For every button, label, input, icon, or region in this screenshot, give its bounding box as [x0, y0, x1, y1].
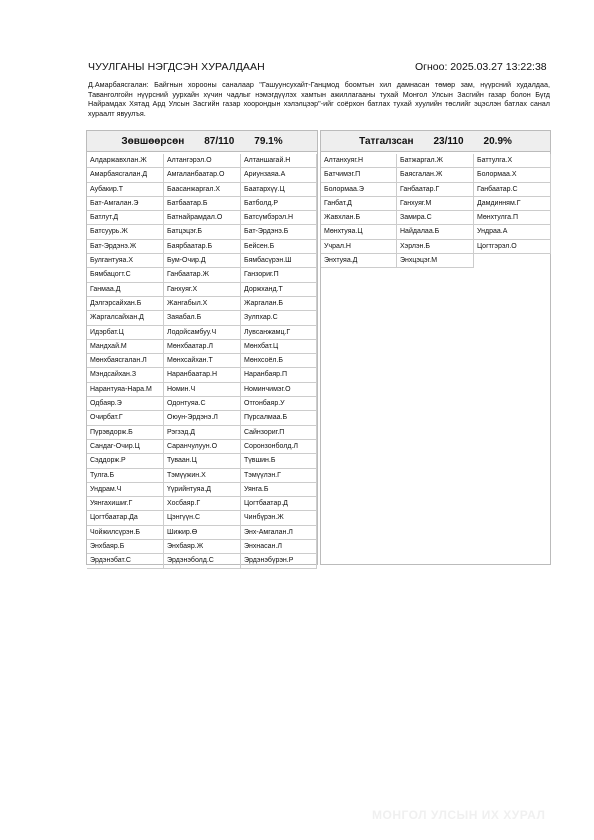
approved-member-name: Баасанжаргал.Х: [164, 183, 241, 197]
approved-label: Зөвшөөрсөн: [121, 135, 185, 147]
rejected-member-name: Мөнхтулга.П: [474, 211, 551, 225]
approved-member-name: Зулпхар.С: [241, 311, 317, 325]
rejected-member-name: Болормаа.Х: [474, 168, 551, 182]
approved-member-name: Лодойсамбуу.Ч: [164, 326, 241, 340]
approved-member-name: Оюун-Эрдэнэ.Л: [164, 411, 241, 425]
approved-member-name: Мэндсайхан.З: [87, 368, 164, 382]
rejected-percent: 20.9%: [483, 135, 512, 147]
watermark: МОНГОЛ УЛСЫН ИХ ХУРАЛ: [372, 808, 546, 822]
approved-member-name: Туваан.Ц: [164, 454, 241, 468]
approved-member-name: Аубакир.Т: [87, 183, 164, 197]
approved-member-name: Тэмүүжин.Х: [164, 469, 241, 483]
approved-member-name: Пүрсалмаа.Б: [241, 411, 317, 425]
approved-member-name: Амгаланбаатар.О: [164, 168, 241, 182]
approved-member-name: Батлут.Д: [87, 211, 164, 225]
approved-member-name: Энх-Амгалан.Л: [241, 526, 317, 540]
approved-member-name: Булгантуяа.Х: [87, 254, 164, 268]
approved-member-name: Мөнхбат.Ц: [241, 340, 317, 354]
approved-member-name: Заяабал.Б: [164, 311, 241, 325]
approved-member-name: Одбаяр.Э: [87, 397, 164, 411]
approved-member-name: Тэмүүлэн.Г: [241, 469, 317, 483]
approved-member-name: Очирбат.Г: [87, 411, 164, 425]
approved-member-name: Мөнхсоёл.Б: [241, 354, 317, 368]
approved-member-name: Бямбасүрэн.Ш: [241, 254, 317, 268]
approved-member-name: Батбаатар.Б: [164, 197, 241, 211]
approved-member-name: Баярбаатар.Б: [164, 240, 241, 254]
approved-count: 87/110: [204, 135, 235, 147]
approved-member-name: Наранбаатар.Н: [164, 368, 241, 382]
approved-member-name: Алдаржавхлан.Ж: [87, 154, 164, 168]
approved-member-name: Батболд.Р: [241, 197, 317, 211]
approved-member-name: Мөнхбаатар.Л: [164, 340, 241, 354]
approved-member-name: Пүрэвдорж.Б: [87, 426, 164, 440]
rejected-member-name: Ганхуяг.М: [397, 197, 474, 211]
approved-member-name: Бат-Амгалан.Э: [87, 197, 164, 211]
approved-member-name: Амарбаясгалан.Д: [87, 168, 164, 182]
approved-member-name: Уянгахишиг.Г: [87, 497, 164, 511]
approved-member-name: Энхбаяр.Ж: [164, 540, 241, 554]
approved-member-name: Саранчулуун.О: [164, 440, 241, 454]
approved-member-name: Чинбүрэн.Ж: [241, 511, 317, 525]
approved-member-name: Эрдэнэбүрэн.Р: [241, 554, 317, 568]
approved-member-name: Жангабыл.Х: [164, 297, 241, 311]
approved-percent: 79.1%: [254, 135, 283, 147]
rejected-member-name: Ганбаатар.С: [474, 183, 551, 197]
approved-member-name: Мөнхбаясгалан.Л: [87, 354, 164, 368]
approved-member-name: Тулга.Б: [87, 469, 164, 483]
approved-member-name: Эрдэнэболд.С: [164, 554, 241, 568]
rejected-member-name: Жавхлан.Б: [321, 211, 397, 225]
approved-member-name: Бямбацогт.С: [87, 268, 164, 282]
rejected-member-name: Энхцэцэг.М: [397, 254, 474, 268]
approved-names-grid: [87, 154, 317, 569]
approved-member-name: Дэлгэрсайхан.Б: [87, 297, 164, 311]
approved-member-name: Номин.Ч: [164, 383, 241, 397]
approved-member-name: Рэгзэд.Д: [164, 426, 241, 440]
rejected-member-name: Учрал.Н: [321, 240, 397, 254]
approved-member-name: Батсүмбэрэл.Н: [241, 211, 317, 225]
rejected-member-name: Батжаргал.Ж: [397, 154, 474, 168]
rejected-member-name: Энхтуяа.Д: [321, 254, 397, 268]
approved-member-name: Соронзонболд.Л: [241, 440, 317, 454]
rejected-count: 23/110: [433, 135, 464, 147]
approved-member-name: Батцэцэг.Б: [164, 225, 241, 239]
approved-member-name: Батсуурь.Ж: [87, 225, 164, 239]
approved-member-name: Лувсанжамц.Г: [241, 326, 317, 340]
approved-member-name: Бат-Эрдэнэ.Ж: [87, 240, 164, 254]
session-date: Огноо: 2025.03.27 13:22:38: [415, 61, 547, 73]
approved-panel: [86, 130, 318, 565]
approved-member-name: Үүрийнтуяа.Д: [164, 483, 241, 497]
rejected-member-name: Батчимэг.П: [321, 168, 397, 182]
rejected-member-name: Замира.С: [397, 211, 474, 225]
rejected-member-name: Алтанхуяг.Н: [321, 154, 397, 168]
page-title: ЧУУЛГАНЫ НЭГДСЭН ХУРАЛДААН: [88, 61, 265, 73]
rejected-member-name: Болормаа.Э: [321, 183, 397, 197]
approved-member-name: Алтангэрэл.О: [164, 154, 241, 168]
approved-member-name: Цогтбаатар.Да: [87, 511, 164, 525]
approved-member-name: Ариунзаяа.А: [241, 168, 317, 182]
approved-member-name: Отгонбаяр.У: [241, 397, 317, 411]
rejected-member-name: Найдалаа.Б: [397, 225, 474, 239]
approved-member-name: Бум-Очир.Д: [164, 254, 241, 268]
approved-member-name: Номинчимэг.О: [241, 383, 317, 397]
approved-member-name: Сайнзориг.П: [241, 426, 317, 440]
approved-member-name: Эрдэнэбат.С: [87, 554, 164, 568]
rejected-member-name: Ундраа.А: [474, 225, 551, 239]
approved-member-name: Наранбаяр.П: [241, 368, 317, 382]
rejected-member-name: Баттулга.Х: [474, 154, 551, 168]
rejected-member-name: Баясгалан.Ж: [397, 168, 474, 182]
approved-member-name: Ганзориг.П: [241, 268, 317, 282]
approved-member-name: Бейсен.Б: [241, 240, 317, 254]
approved-member-name: Ганмаа.Д: [87, 283, 164, 297]
approved-member-name: Ганбаатар.Ж: [164, 268, 241, 282]
approved-member-name: Нарантуяа-Нара.М: [87, 383, 164, 397]
rejected-member-name: Мөнхтуяа.Ц: [321, 225, 397, 239]
approved-member-name: Баатархүү.Ц: [241, 183, 317, 197]
approved-member-name: Сандаг-Очир.Ц: [87, 440, 164, 454]
approved-member-name: Цэнгүүн.С: [164, 511, 241, 525]
approved-member-name: Хосбаяр.Г: [164, 497, 241, 511]
approved-member-name: Жаргалсайхан.Д: [87, 311, 164, 325]
approved-member-name: Идэрбат.Ц: [87, 326, 164, 340]
approved-member-name: Батнайрамдал.О: [164, 211, 241, 225]
approved-member-name: Мөнхсайхан.Т: [164, 354, 241, 368]
approved-member-name: Ундрам.Ч: [87, 483, 164, 497]
approved-member-name: Шижир.Ө: [164, 526, 241, 540]
rejected-member-name: Цогтгэрэл.О: [474, 240, 551, 254]
approved-member-name: Түвшин.Б: [241, 454, 317, 468]
approved-member-name: Ганхуяг.Х: [164, 283, 241, 297]
approved-member-name: Уянга.Б: [241, 483, 317, 497]
approved-member-name: Бат-Эрдэнэ.Б: [241, 225, 317, 239]
rejected-label: Татгалзсан: [359, 135, 414, 147]
rejected-header: [321, 131, 550, 152]
rejected-panel: [320, 130, 551, 565]
approved-member-name: Энхбаяр.Б: [87, 540, 164, 554]
rejected-member-name: Ганбат.Д: [321, 197, 397, 211]
rejected-member-name: Дамдинням.Г: [474, 197, 551, 211]
approved-member-name: Энхнасан.Л: [241, 540, 317, 554]
approved-member-name: Сэддорж.Р: [87, 454, 164, 468]
approved-header: [87, 131, 317, 152]
approved-member-name: Жаргалан.Б: [241, 297, 317, 311]
approved-member-name: Чойжилсүрэн.Б: [87, 526, 164, 540]
approved-member-name: Цогтбаатар.Д: [241, 497, 317, 511]
approved-member-name: Алтаншагай.Н: [241, 154, 317, 168]
approved-member-name: Одонтуяа.С: [164, 397, 241, 411]
approved-member-name: Мандхай.М: [87, 340, 164, 354]
vote-description: Д.Амарбаясгалан: Байгнын хорооны саналаар "Гашуунсухайт-Ганцмод боомтын хил дамнасан төмөр зам, нүүрсний худалдаа, Таванголгойн нүүрсний уурхайн хүчин чадлыг нэмэгдүүлэх хамтын ажиллагааны тухай Монгол Улсын Засгийн газар болон Бүгд Найрамдах Хятад Ард Улсын Засгийн газар хоорондын хэлэлцээр"-ийг соёрхон батлах тухай хуулийн төслийг эцэслэн батлах санал хураалт явуулъя.: [88, 80, 550, 118]
rejected-names-grid: [321, 154, 550, 268]
rejected-member-name: Ганбаатар.Г: [397, 183, 474, 197]
approved-member-name: Доржханд.Т: [241, 283, 317, 297]
rejected-member-name: Хэрлэн.Б: [397, 240, 474, 254]
